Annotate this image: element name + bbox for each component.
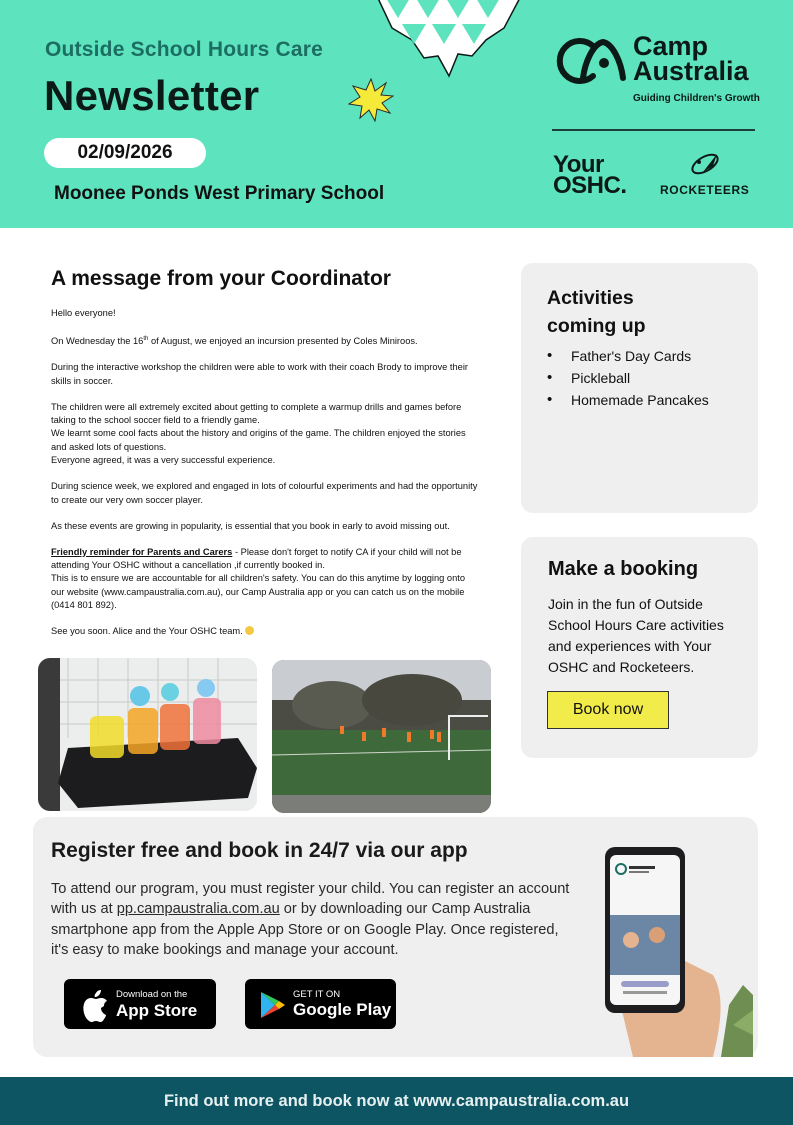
message-paragraph: As these events are growing in popularity, is essential that you book in early to avoid missing out.: [51, 520, 450, 531]
booking-text: Join in the fun of Outside School Hours Care activities and experiences with Your OSHC and Rocketeers.: [548, 596, 724, 675]
message-text: On Wednesday the 16: [51, 336, 144, 347]
reminder-label: Friendly reminder for Parents and Carers: [51, 546, 233, 557]
header-subtitle: Outside School Hours Care: [45, 38, 324, 61]
starburst-icon: [348, 78, 394, 122]
phone-app-illustration: [593, 835, 753, 1057]
booking-card: [521, 537, 758, 758]
app-store-label: App Store: [116, 1001, 198, 1020]
google-play-button[interactable]: [245, 979, 396, 1029]
google-play-small-text: GET IT ON: [293, 989, 341, 1000]
activity-item: • Homemade Pancakes: [547, 389, 709, 411]
newsletter-header: [0, 0, 793, 228]
coordinator-message-title: A message from your Coordinator: [51, 267, 391, 290]
your-oshc-logo: Your OSHC.: [553, 151, 627, 199]
booking-title: Make a booking: [548, 558, 699, 580]
register-text-part: or by downloading our Camp Australia smartphone app from the Apple App Store or on Google Play. Once registered, it's easy to make bookings and manage your account.: [51, 901, 559, 959]
newsletter-date: 02/09/2026: [44, 138, 206, 168]
register-text-part: To attend our program, you must register your child. You can register an account with us at: [51, 881, 570, 918]
footer-banner: Find out more and book now at www.campaustralia.com.au: [0, 1077, 793, 1125]
greeting: Hello everyone!: [51, 308, 116, 318]
message-paragraph: During the interactive workshop the children were able to work with their coach Brody to improve their skills in soccer.: [51, 362, 469, 386]
message-paragraph: This is to ensure we are accountable for all children's safety. You can do this anytime by logging onto our website (www.campaustralia.com.au), our Camp Australia app or you can catch us on the mobile (0414 801 892).: [51, 573, 466, 611]
activities-card: [521, 263, 758, 513]
message-paragraph: The children were all extremely excited about getting to complete a warmup drills and games before taking to the school soccer field to a friendly game.: [51, 401, 462, 425]
reminder-text: - Please don't forget to notify CA if your child will not be attending Your OSHC without a cancellation ,if currently booked in.: [51, 546, 462, 570]
newsletter-title: Newsletter: [44, 72, 260, 119]
message-text: of August, we enjoyed an incursion presented by Coles Miniroos.: [148, 336, 418, 347]
rocketeers-logo: ROCKETEERS: [660, 183, 750, 197]
signoff-paragraph: [51, 625, 481, 638]
message-paragraph: During science week, we explored and engaged in lots of colourful experiments and had the opportunity to create our very own soccer player.: [51, 481, 478, 505]
activity-item: • Father's Day Cards: [547, 345, 709, 367]
brand-tagline: Guiding Children's Growth: [633, 93, 760, 104]
register-text: [51, 879, 571, 961]
activities-list: [547, 345, 709, 411]
app-store-button[interactable]: [64, 979, 216, 1029]
register-title: Register free and book in 24/7 via our app: [51, 839, 468, 862]
soccer-field-photo: [272, 660, 491, 813]
book-now-button[interactable]: Book now: [547, 691, 669, 729]
apple-icon: [80, 988, 110, 1022]
google-play-label: Google Play: [293, 1000, 392, 1019]
message-paragraph: [51, 333, 481, 349]
coordinator-message: [51, 307, 481, 651]
app-store-small-text: Download on the: [116, 989, 188, 1000]
register-panel: [33, 817, 758, 1057]
message-paragraph: We learnt some cool facts about the history and origins of the game. The children enjoyed the stories and asked lots of questions.: [51, 428, 466, 452]
camp-australia-logo-icon: [549, 34, 627, 88]
science-experiment-photo: [38, 658, 257, 811]
activities-title: Activities coming up: [547, 287, 646, 337]
school-name: Moonee Ponds West Primary School: [54, 183, 385, 204]
header-divider: [552, 129, 755, 131]
registration-link[interactable]: pp.campaustralia.com.au: [116, 901, 280, 918]
message-paragraph: Everyone agreed, it was a very successful experience.: [51, 455, 276, 466]
smiley-icon: [245, 626, 254, 635]
message-superscript: th: [143, 336, 149, 342]
brand-name: Camp Australia: [633, 31, 749, 86]
rocket-icon: [685, 150, 727, 180]
triangle-pattern-decoration: [376, 0, 522, 80]
activity-item: • Pickleball: [547, 367, 709, 389]
reminder-paragraph: [51, 546, 481, 573]
google-play-icon: [260, 991, 286, 1019]
signoff: See you soon. Alice and the Your OSHC team.: [51, 626, 243, 637]
